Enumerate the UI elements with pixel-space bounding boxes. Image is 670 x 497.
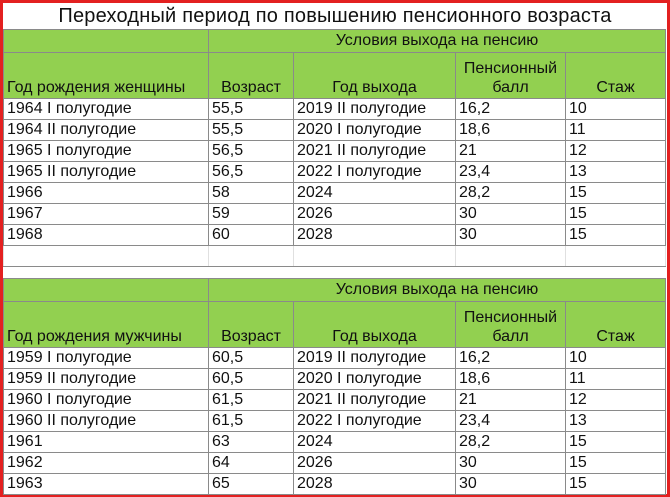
women-cell-birth: 1964 I полугодие — [4, 99, 209, 120]
women-cell-points: 23,4 — [456, 162, 566, 183]
table-row — [4, 162, 666, 183]
table-row — [4, 453, 666, 474]
women-group-header: Условия выхода на пенсию — [209, 30, 666, 53]
women-cell-exp: 13 — [566, 162, 666, 183]
men-cell-age: 65 — [209, 474, 294, 495]
men-cell-points: 23,4 — [456, 411, 566, 432]
men-cell-age: 64 — [209, 453, 294, 474]
men-cell-points: 30 — [456, 453, 566, 474]
men-cell-exit: 2024 — [294, 432, 456, 453]
men-cell-exp: 12 — [566, 390, 666, 411]
men-cell-birth: 1959 I полугодие — [4, 348, 209, 369]
women-cell-exit: 2019 II полугодие — [294, 99, 456, 120]
women-cell-age: 56,5 — [209, 141, 294, 162]
women-cell-points: 30 — [456, 204, 566, 225]
men-cell-age: 63 — [209, 432, 294, 453]
table-row — [4, 183, 666, 204]
women-cell-birth: 1964 II полугодие — [4, 120, 209, 141]
women-cell-points: 21 — [456, 141, 566, 162]
women-cell-age: 56,5 — [209, 162, 294, 183]
table-row — [4, 432, 666, 453]
men-cell-birth: 1959 II полугодие — [4, 369, 209, 390]
men-cell-birth: 1961 — [4, 432, 209, 453]
women-cell-exp: 15 — [566, 225, 666, 246]
men-col-points-line1: Пенсионный — [463, 309, 558, 326]
men-col-age: Возраст — [209, 302, 294, 348]
women-cell-points: 18,6 — [456, 120, 566, 141]
women-cell-birth: 1966 — [4, 183, 209, 204]
women-cell-birth: 1967 — [4, 204, 209, 225]
men-col-points-line2: балл — [492, 328, 529, 345]
women-col-exp: Стаж — [566, 53, 666, 99]
men-cell-exp: 13 — [566, 411, 666, 432]
women-cell-points: 16,2 — [456, 99, 566, 120]
men-cell-points: 16,2 — [456, 348, 566, 369]
men-cell-age: 61,5 — [209, 411, 294, 432]
women-cell-exit: 2021 II полугодие — [294, 141, 456, 162]
table-row — [4, 411, 666, 432]
women-col-exit: Год выхода — [294, 53, 456, 99]
women-cell-age: 55,5 — [209, 120, 294, 141]
women-col-points-line1: Пенсионный — [463, 60, 558, 77]
men-cell-points: 18,6 — [456, 369, 566, 390]
women-cell-age: 60 — [209, 225, 294, 246]
women-cell-exp: 10 — [566, 99, 666, 120]
men-cell-exp: 15 — [566, 432, 666, 453]
men-col-exit: Год выхода — [294, 302, 456, 348]
table-row — [4, 225, 666, 246]
men-table — [3, 278, 666, 495]
women-cell-exp: 15 — [566, 183, 666, 204]
men-cell-birth: 1960 II полугодие — [4, 411, 209, 432]
women-cell-age: 59 — [209, 204, 294, 225]
women-col-birth: Год рождения женщины — [4, 53, 209, 99]
table-row — [4, 348, 666, 369]
men-cell-exp: 15 — [566, 474, 666, 495]
women-cell-exit: 2022 I полугодие — [294, 162, 456, 183]
table-row — [4, 120, 666, 141]
women-spacer-row-1 — [4, 246, 666, 267]
table-row — [4, 204, 666, 225]
table-row — [4, 141, 666, 162]
men-cell-points: 30 — [456, 474, 566, 495]
women-cell-exit: 2028 — [294, 225, 456, 246]
men-header-blank — [4, 279, 209, 302]
men-cell-age: 60,5 — [209, 348, 294, 369]
women-cell-exp: 11 — [566, 120, 666, 141]
men-cell-exit: 2020 I полугодие — [294, 369, 456, 390]
women-col-age: Возраст — [209, 53, 294, 99]
women-cell-age: 58 — [209, 183, 294, 204]
men-cell-exit: 2026 — [294, 453, 456, 474]
men-cell-exp: 15 — [566, 453, 666, 474]
women-cell-points: 30 — [456, 225, 566, 246]
men-cell-age: 61,5 — [209, 390, 294, 411]
women-cell-exit: 2020 I полугодие — [294, 120, 456, 141]
men-cell-exp: 11 — [566, 369, 666, 390]
men-group-header: Условия выхода на пенсию — [209, 279, 666, 302]
men-cell-exp: 10 — [566, 348, 666, 369]
men-cell-exit: 2019 II полугодие — [294, 348, 456, 369]
table-row — [4, 369, 666, 390]
women-cell-exit: 2026 — [294, 204, 456, 225]
men-cell-exit: 2021 II полугодие — [294, 390, 456, 411]
men-cell-exit: 2022 I полугодие — [294, 411, 456, 432]
women-cell-birth: 1965 I полугодие — [4, 141, 209, 162]
table-row — [4, 474, 666, 495]
men-cell-age: 60,5 — [209, 369, 294, 390]
table-row — [4, 390, 666, 411]
men-col-points — [456, 302, 566, 348]
women-cell-age: 55,5 — [209, 99, 294, 120]
women-cell-birth: 1968 — [4, 225, 209, 246]
men-cell-points: 21 — [456, 390, 566, 411]
women-table — [3, 29, 666, 267]
women-header-blank — [4, 30, 209, 53]
women-cell-points: 28,2 — [456, 183, 566, 204]
table-row — [4, 99, 666, 120]
women-cell-exit: 2024 — [294, 183, 456, 204]
women-cell-exp: 15 — [566, 204, 666, 225]
men-cell-birth: 1963 — [4, 474, 209, 495]
page-title: Переходный период по повышению пенсионного возраста — [58, 4, 612, 27]
men-col-birth: Год рождения мужчины — [4, 302, 209, 348]
women-col-points-line2: балл — [492, 79, 529, 96]
men-cell-points: 28,2 — [456, 432, 566, 453]
women-col-points — [456, 53, 566, 99]
men-cell-birth: 1960 I полугодие — [4, 390, 209, 411]
women-cell-exp: 12 — [566, 141, 666, 162]
men-col-exp: Стаж — [566, 302, 666, 348]
men-cell-birth: 1962 — [4, 453, 209, 474]
men-cell-exit: 2028 — [294, 474, 456, 495]
women-cell-birth: 1965 II полугодие — [4, 162, 209, 183]
